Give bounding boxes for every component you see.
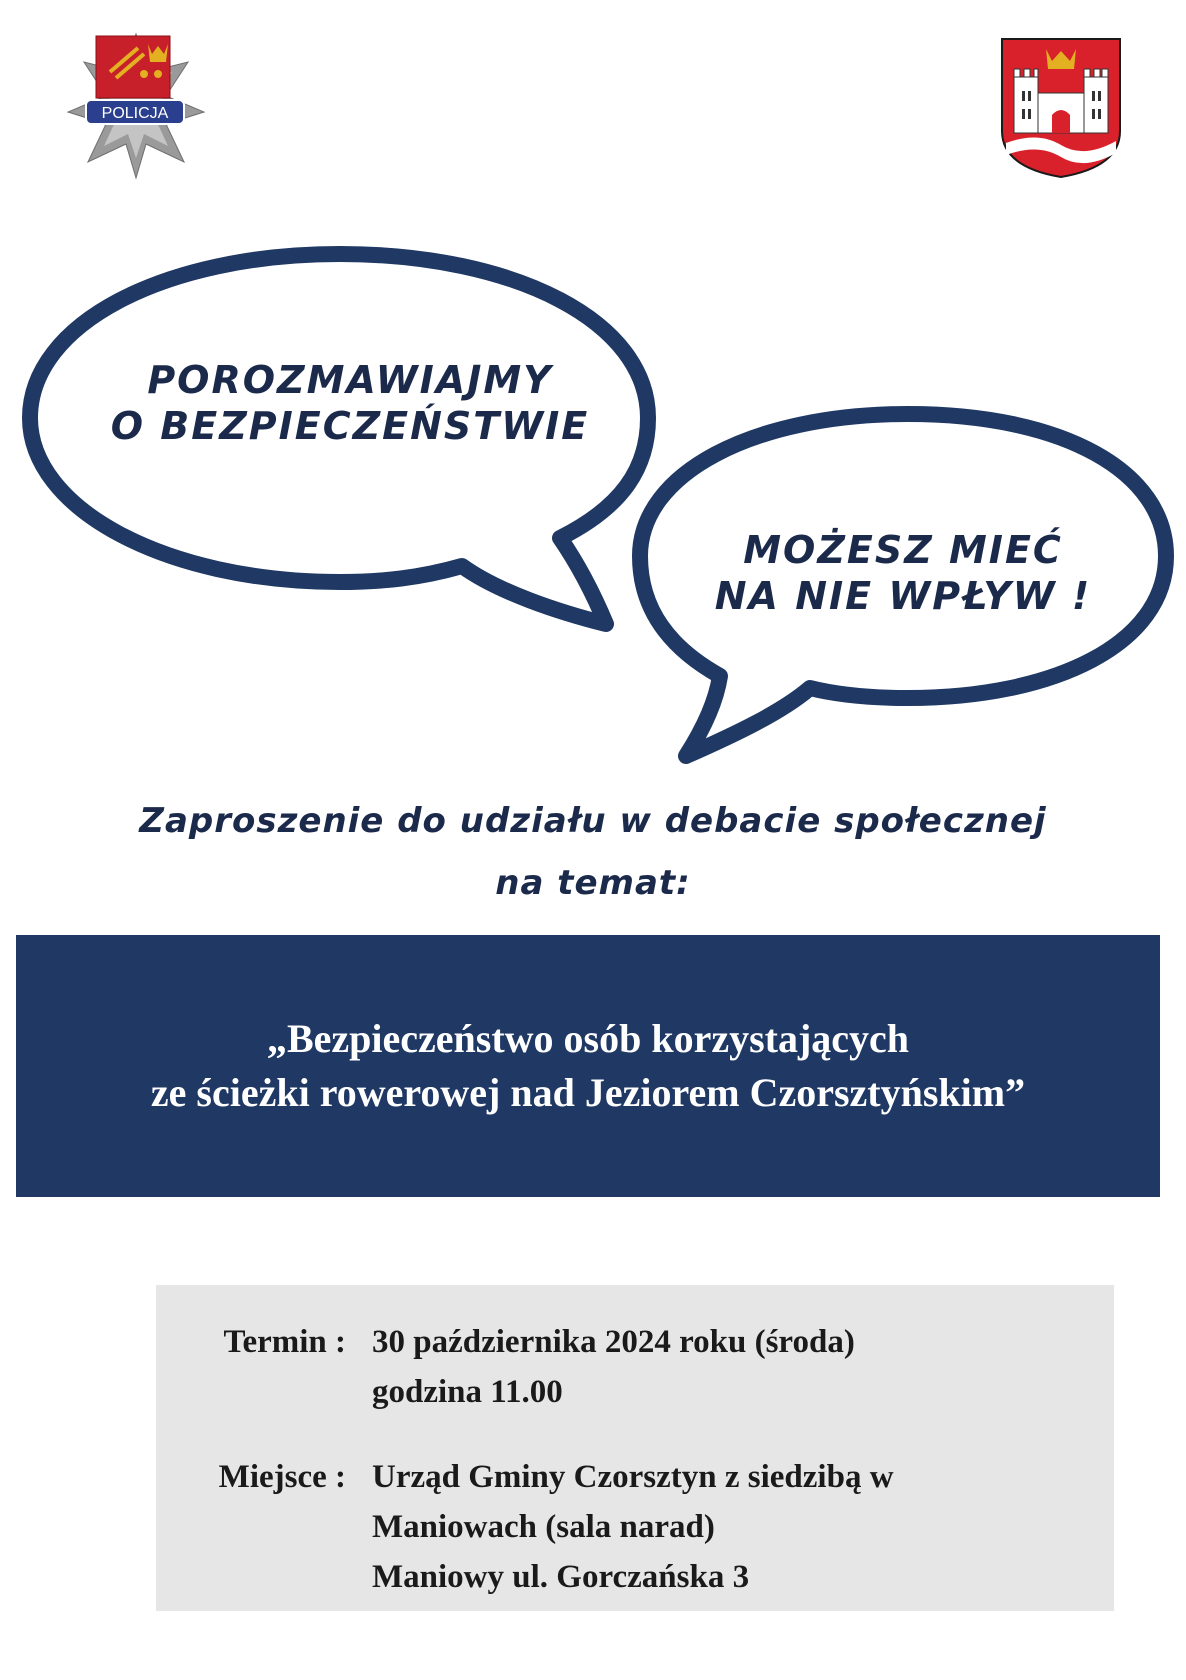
topic-banner — [16, 935, 1160, 1197]
event-details-panel — [156, 1285, 1114, 1611]
invitation-line1: Zaproszenie do udziału w debacie społecznej — [139, 801, 1047, 841]
bubble-right-line1: MOŻESZ MIEĆ — [743, 528, 1063, 572]
address-line: Maniowy ul. Gorczańska 3 — [372, 1559, 750, 1595]
time-line: godzina 11.00 — [372, 1374, 563, 1410]
bubble-right-text — [668, 528, 1138, 619]
bubble-left-line2: O BEZPIECZEŃSTWIE — [110, 403, 590, 448]
topic-line1: „Bezpieczeństwo osób korzystających — [266, 1016, 910, 1061]
place-line: Urząd Gminy Czorsztyn z siedzibą w — [372, 1459, 894, 1495]
invitation-line2: na temat: — [495, 863, 691, 903]
date-value — [372, 1317, 1102, 1417]
coat-of-arms-icon — [998, 35, 1124, 181]
date-label: Termin : — [223, 1324, 346, 1360]
place-line: Maniowach (sala narad) — [372, 1509, 715, 1545]
invitation-heading — [60, 790, 1126, 914]
bubble-left-text — [70, 358, 630, 449]
date-line: 30 października 2024 roku (środa) — [372, 1324, 855, 1360]
police-badge-label: POLICJA — [101, 105, 169, 122]
place-label: Miejsce : — [218, 1459, 346, 1495]
bubble-left-line1: POROZMAWIAJMY — [147, 358, 553, 402]
place-value — [372, 1452, 1102, 1602]
bubble-right-line2: NA NIE WPŁYW ! — [714, 573, 1092, 618]
speech-bubbles — [0, 240, 1186, 780]
topic-line2: ze ścieżki rowerowej nad Jeziorem Czorsztyńskim” — [150, 1070, 1026, 1115]
police-logo-icon — [66, 32, 206, 180]
